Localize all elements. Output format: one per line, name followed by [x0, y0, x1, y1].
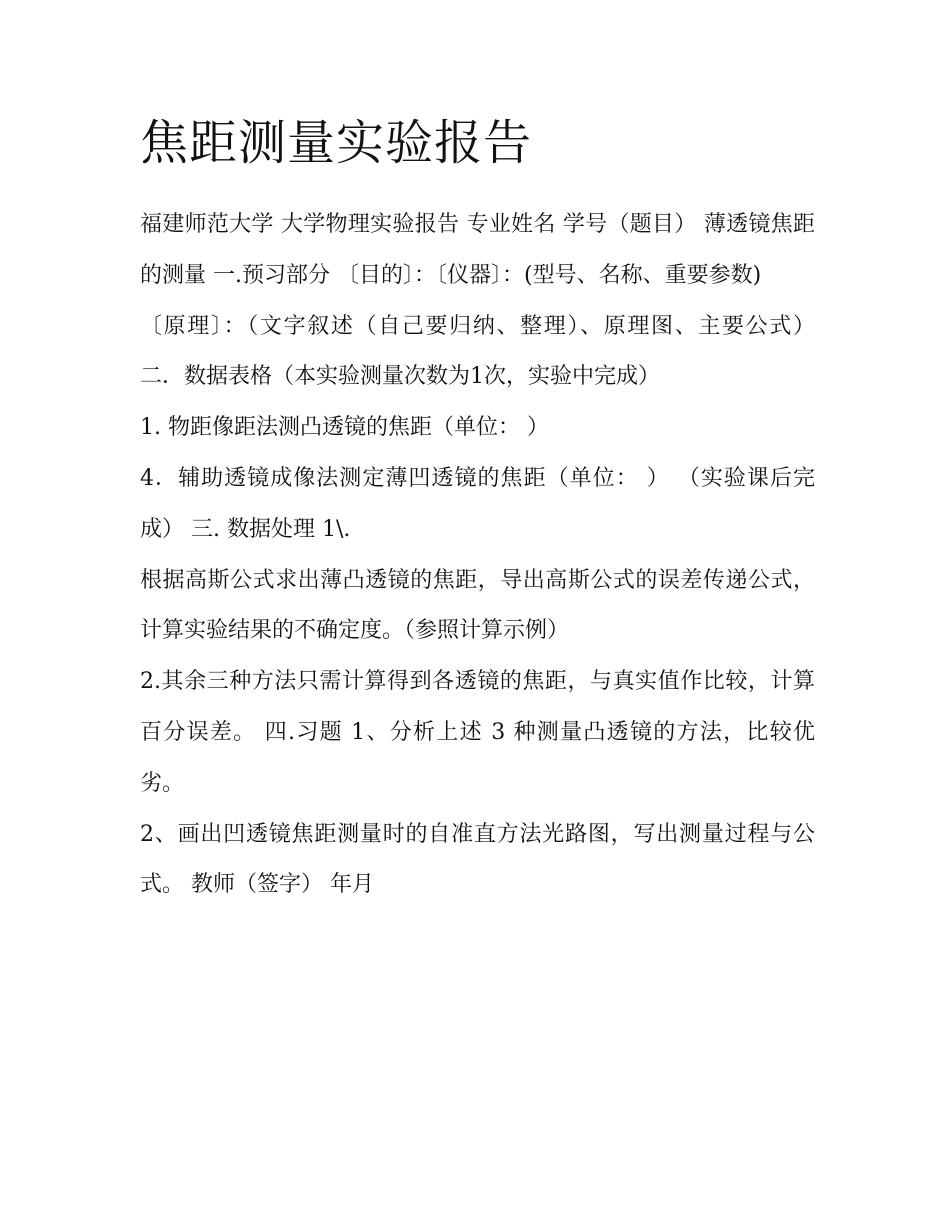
paragraph-principle: 〔原理〕：（文字叙述（自己要归纳、整理）、原理图、主要公式） 二．数据表格（本实验测量次数为1次，实验中完成） — [140, 313, 815, 390]
document-body — [140, 200, 815, 911]
paragraph-method-4: 4．辅助透镜成像法测定薄凹透镜的焦距（单位： ） （实验课后完成） 三. 数据处理 1\. — [140, 465, 815, 542]
paragraph-method-1: 1. 物距像距法测凸透镜的焦距（单位： ） — [140, 415, 549, 441]
document-title: 焦距测量实验报告 — [140, 115, 533, 171]
paragraph-exercise-2: 2、画出凹透镜焦距测量时的自准直方法光路图，写出测量过程与公式。 教师（签字） 年月 — [140, 821, 815, 898]
paragraph-header-info: 福建师范大学 大学物理实验报告 专业姓名 学号（题目） 薄透镜焦距的测量 一.预习部分 〔目的〕：〔仪器〕：(型号、名称、重要参数) — [140, 212, 815, 288]
paragraph-percent-error: 2.其余三种方法只需计算得到各透镜的焦距，与真实值作比较，计算百分误差。 四.习题 1、分析上述 3 种测量凸透镜的方法，比较优劣。 — [140, 669, 815, 796]
paragraph-gauss-formula: 根据高斯公式求出薄凸透镜的焦距，导出高斯公式的误差传递公式，计算实验结果的不确定度。（参照计算示例） — [140, 567, 815, 644]
